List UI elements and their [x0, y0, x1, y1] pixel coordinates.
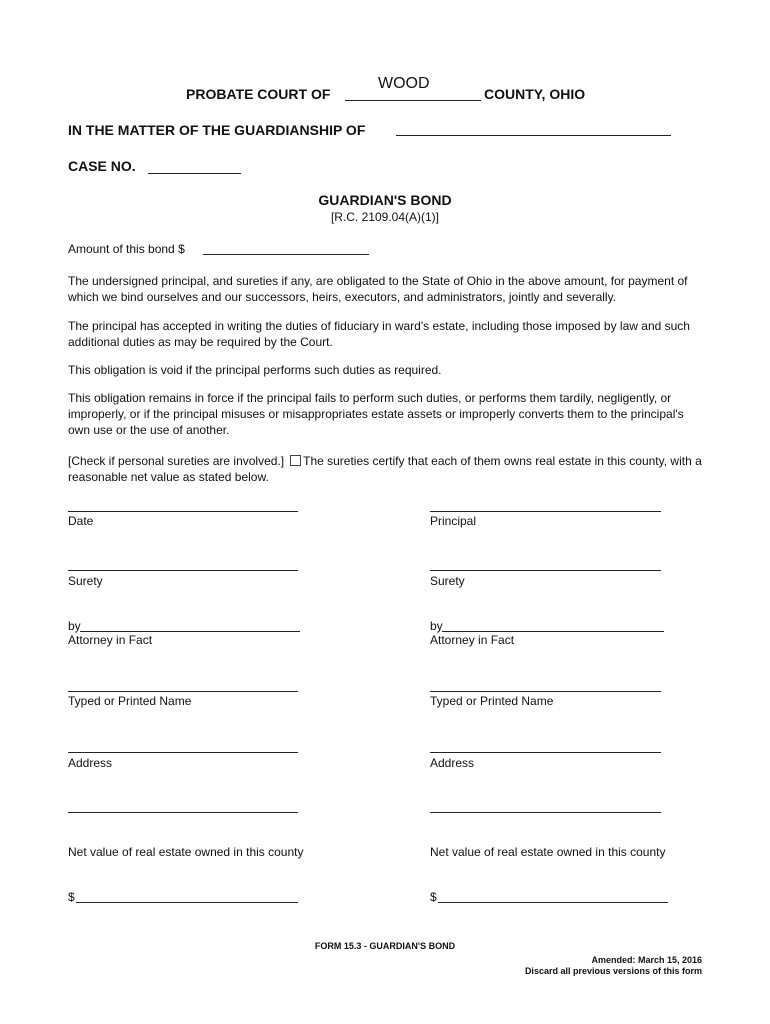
form-name: FORM 15.3 - GUARDIAN'S BOND	[314, 941, 456, 951]
principal-label: Principal	[430, 514, 477, 528]
net-value-label-left: Net value of real estate owned in this county	[68, 845, 304, 859]
statute-citation: [R.C. 2109.04(A)(1)]	[330, 210, 440, 224]
address-label-right: Address	[430, 756, 475, 770]
form-title: GUARDIAN'S BOND	[318, 192, 452, 208]
case-no-label: CASE NO.	[68, 158, 136, 174]
attorney-label-left: Attorney in Fact	[68, 633, 153, 647]
court-prefix: PROBATE COURT OF	[186, 86, 331, 102]
sureties-check-label: [Check if personal sureties are involved.]	[68, 454, 285, 468]
ward-name-field[interactable]	[396, 135, 671, 136]
void-paragraph: This obligation is void if the principal performs such duties as required.	[68, 363, 442, 377]
amount-field[interactable]	[203, 254, 369, 255]
duties-paragraph: The principal has accepted in writing the duties of fiduciary in ward's estate, including those imposed by law and such additional duties as may be required by the Court.	[68, 319, 690, 349]
address-line-2-right[interactable]	[430, 812, 661, 813]
date-label: Date	[68, 514, 94, 528]
attorney-line-right[interactable]	[442, 631, 664, 632]
date-line[interactable]	[68, 511, 298, 512]
dollar-sign-left: $	[68, 890, 75, 904]
amount-label: Amount of this bond $	[68, 242, 185, 256]
address-label-left: Address	[68, 756, 113, 770]
net-value-field-left[interactable]	[76, 902, 298, 903]
county-field-line	[345, 100, 481, 101]
surety-label-right: Surety	[430, 574, 465, 588]
court-suffix: COUNTY, OHIO	[484, 86, 586, 102]
address-line-left[interactable]	[68, 752, 298, 753]
dollar-sign-right: $	[430, 890, 437, 904]
sureties-certify-text: The sureties certify that each of them owns real estate in this county, with a reasonable net value as stated below.	[68, 454, 702, 484]
attorney-label-right: Attorney in Fact	[430, 633, 515, 647]
principal-signature-line[interactable]	[430, 511, 661, 512]
net-value-field-right[interactable]	[438, 902, 668, 903]
personal-sureties-checkbox[interactable]	[290, 455, 301, 466]
surety-label-left: Surety	[68, 574, 103, 588]
by-label-left: by	[68, 619, 81, 633]
address-line-right[interactable]	[430, 752, 661, 753]
sureties-paragraph	[68, 453, 708, 485]
typed-name-label-left: Typed or Printed Name	[68, 694, 192, 708]
typed-name-label-right: Typed or Printed Name	[430, 694, 554, 708]
amended-date: Amended: March 15, 2016	[591, 955, 702, 965]
typed-name-line-right[interactable]	[430, 691, 661, 692]
by-label-right: by	[430, 619, 443, 633]
typed-name-line-left[interactable]	[68, 691, 298, 692]
remains-in-force-paragraph: This obligation remains in force if the principal fails to perform such duties, or performs them tardily, negligently, or improperly, or if the principal misuses or misappropriates estate assets or improperly converts them to the principal's own use or the use of another.	[68, 391, 684, 437]
attorney-line-left[interactable]	[80, 631, 300, 632]
address-line-2-left[interactable]	[68, 812, 298, 813]
discard-notice: Discard all previous versions of this form	[524, 966, 702, 976]
guardianship-label: IN THE MATTER OF THE GUARDIANSHIP OF	[68, 122, 366, 138]
county-field[interactable]: WOOD	[378, 75, 430, 92]
case-no-field[interactable]	[148, 173, 241, 174]
surety-signature-line-left[interactable]	[68, 570, 298, 571]
surety-signature-line-right[interactable]	[430, 570, 661, 571]
obligation-paragraph: The undersigned principal, and sureties if any, are obligated to the State of Ohio in the above amount, for payment of which we bind ourselves and our successors, heirs, executors, and administrators, jointly and severally.	[68, 274, 688, 304]
net-value-label-right: Net value of real estate owned in this county	[430, 845, 666, 859]
